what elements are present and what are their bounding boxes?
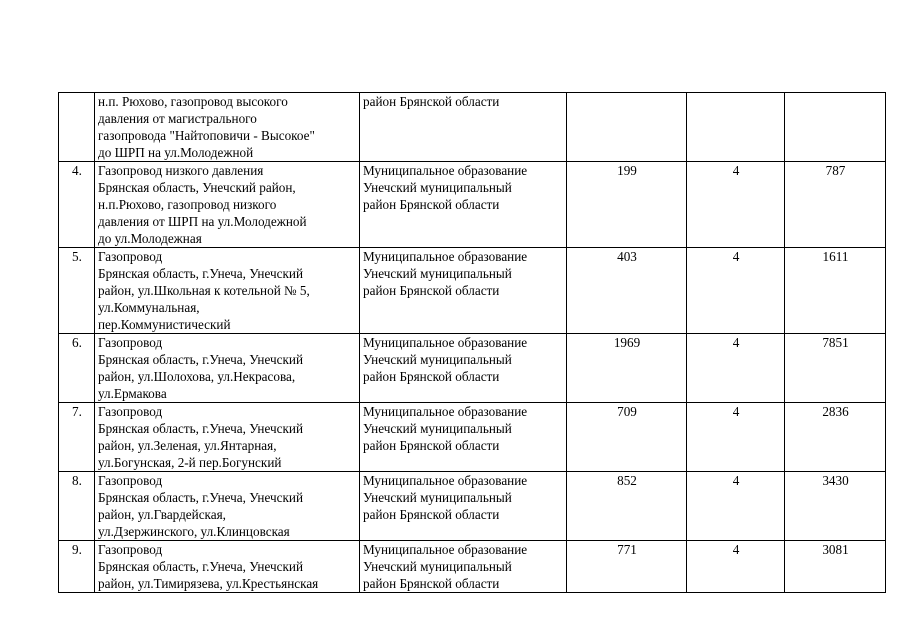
owner-cell [360, 334, 567, 403]
owner-line: Унечский муниципальный [363, 266, 512, 281]
owner-line: Унечский муниципальный [363, 490, 512, 505]
owner-line: Муниципальное образование [363, 163, 528, 178]
row-number-cell: 5. [59, 248, 95, 334]
table-row [59, 93, 886, 162]
object-name-line: Газопровод [98, 542, 163, 557]
object-name-line: ул.Богунская, 2-й пер.Богунский [98, 455, 282, 470]
row-number-cell: 4. [59, 162, 95, 248]
value-a-cell: 4 [687, 403, 785, 472]
owner-cell [360, 403, 567, 472]
row-number-cell: 9. [59, 541, 95, 593]
object-name-line: до ШРП на ул.Молодежной [98, 145, 254, 160]
value-b-cell: 787 [785, 162, 886, 248]
object-name-line: район, ул.Тимирязева, ул.Крестьянская [98, 576, 319, 591]
owner-line: Муниципальное образование [363, 404, 528, 419]
table-row [59, 472, 886, 541]
owner-cell [360, 248, 567, 334]
object-name-line: до ул.Молодежная [98, 231, 202, 246]
table-body [59, 93, 886, 593]
row-number-cell [59, 93, 95, 162]
owner-line: Унечский муниципальный [363, 352, 512, 367]
owner-line: Муниципальное образование [363, 473, 528, 488]
owner-line: Муниципальное образование [363, 249, 528, 264]
value-b-cell [785, 93, 886, 162]
object-name-line: ул.Ермакова [98, 386, 167, 401]
object-name-line: газопровода "Найтоповичи - Высокое" [98, 128, 315, 143]
value-a-cell [687, 93, 785, 162]
owner-line: район Брянской области [363, 197, 500, 212]
value-a-cell: 4 [687, 541, 785, 593]
object-name-line: Брянская область, Унечский район, [98, 180, 296, 195]
object-name-line: Газопровод [98, 335, 163, 350]
object-name-line: Газопровод [98, 473, 163, 488]
table-row [59, 248, 886, 334]
object-name-line: ул.Дзержинского, ул.Клинцовская [98, 524, 290, 539]
length-cell: 1969 [567, 334, 687, 403]
value-a-cell: 4 [687, 248, 785, 334]
row-number-cell: 7. [59, 403, 95, 472]
object-name-cell [95, 403, 360, 472]
object-name-line: пер.Коммунистический [98, 317, 231, 332]
length-cell: 852 [567, 472, 687, 541]
object-name-line: Брянская область, г.Унеча, Унечский [98, 266, 304, 281]
value-a-cell: 4 [687, 472, 785, 541]
owner-line: район Брянской области [363, 576, 500, 591]
object-name-cell [95, 248, 360, 334]
value-a-cell: 4 [687, 162, 785, 248]
owner-line: район Брянской области [363, 507, 500, 522]
object-name-line: н.п. Рюхово, газопровод высокого [98, 94, 288, 109]
table-row [59, 403, 886, 472]
object-name-cell [95, 472, 360, 541]
object-name-cell [95, 162, 360, 248]
table-row [59, 541, 886, 593]
owner-line: район Брянской области [363, 438, 500, 453]
object-name-line: район, ул.Школьная к котельной № 5, [98, 283, 310, 298]
object-name-line: ул.Коммунальная, [98, 300, 200, 315]
object-name-line: давления от ШРП на ул.Молодежной [98, 214, 307, 229]
table-row [59, 334, 886, 403]
owner-line: Муниципальное образование [363, 335, 528, 350]
object-name-line: Брянская область, г.Унеча, Унечский [98, 421, 304, 436]
value-b-cell: 1611 [785, 248, 886, 334]
value-b-cell: 3081 [785, 541, 886, 593]
object-name-line: район, ул.Гвардейская, [98, 507, 226, 522]
length-cell: 199 [567, 162, 687, 248]
object-name-line: Газопровод [98, 249, 163, 264]
object-name-line: Газопровод низкого давления [98, 163, 264, 178]
object-name-cell [95, 93, 360, 162]
owner-cell [360, 162, 567, 248]
table-row [59, 162, 886, 248]
object-name-line: район, ул.Шолохова, ул.Некрасова, [98, 369, 296, 384]
object-name-cell [95, 334, 360, 403]
owner-line: район Брянской области [363, 94, 500, 109]
length-cell: 771 [567, 541, 687, 593]
value-b-cell: 2836 [785, 403, 886, 472]
row-number-cell: 6. [59, 334, 95, 403]
length-cell: 403 [567, 248, 687, 334]
owner-line: район Брянской области [363, 369, 500, 384]
owner-cell [360, 541, 567, 593]
value-b-cell: 7851 [785, 334, 886, 403]
owner-line: Унечский муниципальный [363, 421, 512, 436]
object-name-cell [95, 541, 360, 593]
row-number-cell: 8. [59, 472, 95, 541]
length-cell [567, 93, 687, 162]
object-name-line: Брянская область, г.Унеча, Унечский [98, 559, 304, 574]
length-cell: 709 [567, 403, 687, 472]
value-b-cell: 3430 [785, 472, 886, 541]
owner-line: Муниципальное образование [363, 542, 528, 557]
object-name-line: Брянская область, г.Унеча, Унечский [98, 490, 304, 505]
property-table [58, 92, 886, 593]
object-name-line: н.п.Рюхово, газопровод низкого [98, 197, 277, 212]
object-name-line: давления от магистрального [98, 111, 257, 126]
object-name-line: Газопровод [98, 404, 163, 419]
object-name-line: район, ул.Зеленая, ул.Янтарная, [98, 438, 277, 453]
value-a-cell: 4 [687, 334, 785, 403]
owner-line: Унечский муниципальный [363, 559, 512, 574]
owner-line: Унечский муниципальный [363, 180, 512, 195]
owner-line: район Брянской области [363, 283, 500, 298]
owner-cell [360, 472, 567, 541]
owner-cell [360, 93, 567, 162]
object-name-line: Брянская область, г.Унеча, Унечский [98, 352, 304, 367]
